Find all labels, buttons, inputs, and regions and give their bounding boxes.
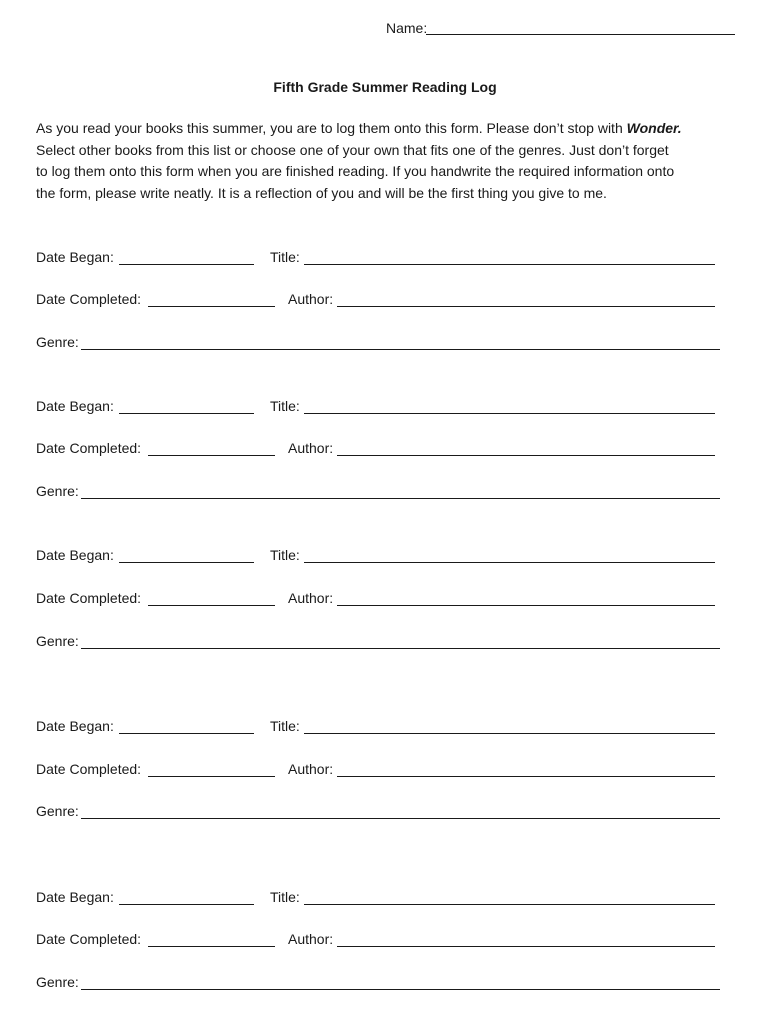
- genre-label: Genre:: [36, 803, 79, 819]
- date-began-label: Date Began:: [36, 547, 114, 563]
- date-began-field[interactable]: [119, 562, 254, 563]
- date-completed-label: Date Completed:: [36, 761, 142, 777]
- title-field[interactable]: [304, 562, 715, 563]
- date-began-field[interactable]: [119, 264, 254, 265]
- genre-label: Genre:: [36, 633, 79, 649]
- date-completed-label: Date Completed:: [36, 291, 142, 307]
- intro-line-4: the form, please write neatly. It is a reflection of you and will be the first thing you give to me.: [36, 184, 607, 201]
- title-label: Title:: [270, 547, 300, 563]
- genre-field[interactable]: [81, 648, 720, 649]
- genre-field[interactable]: [81, 498, 720, 499]
- date-completed-field[interactable]: [148, 605, 275, 606]
- date-completed-label: Date Completed:: [36, 931, 142, 947]
- title-field[interactable]: [304, 904, 715, 905]
- intro-paragraph: [36, 118, 746, 204]
- title-field[interactable]: [304, 264, 715, 265]
- author-field[interactable]: [337, 306, 715, 307]
- title-label: Title:: [270, 398, 300, 414]
- date-completed-label: Date Completed:: [36, 590, 142, 606]
- date-began-label: Date Began:: [36, 889, 114, 905]
- title-field[interactable]: [304, 733, 715, 734]
- author-label: Author:: [288, 440, 334, 456]
- title-label: Title:: [270, 718, 300, 734]
- author-label: Author:: [288, 931, 334, 947]
- title-label: Title:: [270, 889, 300, 905]
- date-began-field[interactable]: [119, 904, 254, 905]
- date-completed-field[interactable]: [148, 306, 275, 307]
- date-began-field[interactable]: [119, 733, 254, 734]
- intro-book-title: Wonder.: [626, 120, 682, 136]
- author-label: Author:: [288, 761, 334, 777]
- date-completed-label: Date Completed:: [36, 440, 142, 456]
- author-field[interactable]: [337, 455, 715, 456]
- genre-field[interactable]: [81, 989, 720, 990]
- author-label: Author:: [288, 291, 334, 307]
- name-field[interactable]: [426, 34, 735, 35]
- intro-line-1: [36, 118, 746, 140]
- intro-line-2: Select other books from this list or choose one of your own that fits one of the genres. Just don’t forget: [36, 141, 669, 158]
- date-began-label: Date Began:: [36, 398, 114, 414]
- author-label: Author:: [288, 590, 334, 606]
- name-label: Name:: [386, 20, 428, 36]
- intro-line-1-text: As you read your books this summer, you are to log them onto this form. Please don’t stop with: [36, 120, 627, 136]
- genre-label: Genre:: [36, 483, 79, 499]
- author-field[interactable]: [337, 946, 715, 947]
- date-began-label: Date Began:: [36, 249, 114, 265]
- title-label: Title:: [270, 249, 300, 265]
- author-field[interactable]: [337, 605, 715, 606]
- date-completed-field[interactable]: [148, 776, 275, 777]
- genre-field[interactable]: [81, 818, 720, 819]
- date-began-label: Date Began:: [36, 718, 114, 734]
- genre-label: Genre:: [36, 974, 79, 990]
- date-completed-field[interactable]: [148, 946, 275, 947]
- genre-label: Genre:: [36, 334, 79, 350]
- intro-line-3: to log them onto this form when you are finished reading. If you handwrite the required information onto: [36, 163, 675, 179]
- genre-field[interactable]: [81, 349, 720, 350]
- page-title: Fifth Grade Summer Reading Log: [273, 79, 497, 95]
- author-field[interactable]: [337, 776, 715, 777]
- title-field[interactable]: [304, 413, 715, 414]
- date-completed-field[interactable]: [148, 455, 275, 456]
- date-began-field[interactable]: [119, 413, 254, 414]
